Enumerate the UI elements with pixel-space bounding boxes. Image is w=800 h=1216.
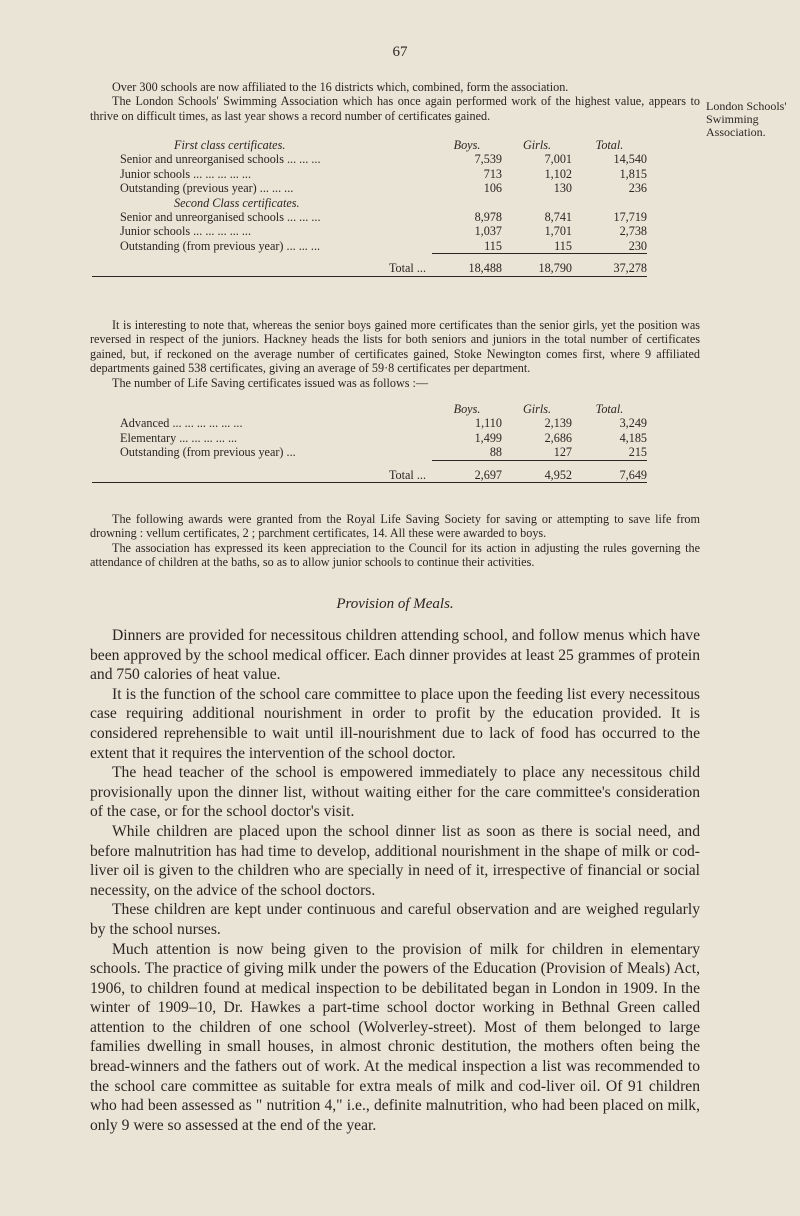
paragraph: Over 300 schools are now affiliated to the 16 districts which, combined, form the association. bbox=[112, 80, 569, 94]
total-label: Total ... bbox=[92, 259, 432, 276]
table-row: Senior and unreorganised schools ... ... ... 8,978 8,741 17,719 bbox=[120, 210, 647, 225]
table-row: Elementary ... ... ... ... ... 1,499 2,686 4,185 bbox=[120, 430, 647, 445]
swimming-intro bbox=[90, 80, 700, 123]
table-row: Advanced ... ... ... ... ... ... 1,110 2,139 3,249 bbox=[120, 416, 647, 431]
table-row: Outstanding (from previous year) ... 88 127 215 bbox=[120, 445, 647, 460]
meals-section bbox=[90, 626, 700, 1135]
paragraph: Dinners are provided for necessitous children attending school, and follow menus which have been approved by the school medical officer. Each dinner provides at least 25 grammes of protein and 750 calories of heat value. bbox=[90, 627, 700, 684]
col-total: Total. bbox=[595, 402, 624, 416]
certificates-commentary bbox=[90, 318, 700, 390]
table-row: Outstanding (from previous year) ... ... ... 115 115 230 bbox=[120, 238, 647, 254]
col-girls: Girls. bbox=[522, 138, 552, 152]
col-boys: Boys. bbox=[453, 138, 481, 152]
col-total: Total. bbox=[595, 138, 624, 152]
col-girls: Girls. bbox=[522, 402, 552, 416]
life-saving-table bbox=[92, 402, 647, 483]
table-row: Junior schools ... ... ... ... ... 1,037 1,701 2,738 bbox=[120, 224, 647, 239]
section-heading: Provision of Meals. bbox=[336, 596, 454, 612]
table-subheading-row bbox=[92, 196, 647, 210]
paragraph: The association has expressed its keen appreciation to the Council for its action in adjusting the rules governing the attendance of children at the baths, so as to allow junior schools to continue their activities. bbox=[90, 540, 700, 570]
second-class-heading: Second Class certificates. bbox=[174, 195, 300, 210]
paragraph: The head teacher of the school is empowered immediately to place any necessitous child provisionally upon the dinner list, without waiting either for the care committee's consideration of the case, or for the school doctor's visit. bbox=[90, 764, 700, 821]
paragraph: While children are placed upon the school dinner list as soon as there is social need, and before malnutrition has had time to develop, additional nourishment in the shape of milk or cod-liver oil is given to the children who are specially in need of it, irrespective of financial or social necessity, on the advice of the school doctors. bbox=[90, 822, 700, 899]
table-header-row bbox=[92, 138, 647, 152]
page-number: 67 bbox=[392, 44, 408, 60]
total-label: Total ... bbox=[92, 466, 432, 483]
paragraph: The following awards were granted from the Royal Life Saving Society for saving or attempting to save life from drowning : vellum certificates, 2 ; parchment certificates, 14. All these were awarded to boys. bbox=[90, 512, 700, 541]
paragraph: Much attention is now being given to the provision of milk for children in elementary schools. The practice of giving milk under the powers of the Education (Provision of Meals) Act, 1906, to children found at medical inspection to be debilitated began in London in 1909. In the winter of 1909–10, Dr. Hawkes a part-time school doctor working in Bethnal Green called attention to the children of one school (Wolverley-street). Most of them belonged to large families dwelling in small houses, in almost chronic destitution, the mothers often being the bread-winners and the fathers out of work. At the medical inspection a list was recommended to the school care committee as suitable for extra meals of milk and cod-liver oil. Of 91 children who had been assessed as " nutrition 4," i.e., definite malnutrition, who had been placed on milk, only 9 were so assessed at the end of the year. bbox=[90, 940, 700, 1134]
table-row: Senior and unreorganised schools ... ... ... 7,539 7,001 14,540 bbox=[120, 152, 647, 167]
awards-commentary bbox=[90, 512, 700, 570]
margin-sidenote: London Schools' Swimming Association. bbox=[706, 99, 787, 140]
table-total-row: Total ... 2,697 4,952 7,649 bbox=[92, 466, 647, 483]
paragraph: The London Schools' Swimming Association which has once again performed work of the highest value, appears to thrive on difficult times, as last year shows a record number of certificates gained. bbox=[90, 94, 700, 123]
meals-heading-wrap bbox=[90, 596, 700, 613]
paragraph: It is the function of the school care committee to place upon the feeding list every necessitous case requiring additional nourishment in order to profit by the education provided. It is considered reprehensible to wait until ill-nourishment due to lack of food has occurred to the extent that it requires the intervention of the school doctor. bbox=[90, 685, 700, 762]
paragraph: The number of Life Saving certificates issued was as follows :— bbox=[112, 375, 429, 390]
table-row: Outstanding (previous year) ... ... ... 106 130 236 bbox=[120, 181, 647, 196]
paragraph: These children are kept under continuous and careful observation and are weighed regularly by the school nurses. bbox=[90, 901, 700, 938]
first-class-heading: First class certificates. bbox=[174, 138, 286, 152]
table-total-row: Total ... 18,488 18,790 37,278 bbox=[92, 259, 647, 276]
paragraph: It is interesting to note that, whereas the senior boys gained more certificates than the senior girls, yet the position was reversed in respect of the juniors. Hackney heads the lists for both seniors and juniors in the total number of certificates gained, but, if reckoned on the average number of certificates gained, Stoke Newington comes first, where 9 affiliated departments gained 538 certificates, giving an average of 59·8 certificates per department. bbox=[90, 318, 700, 376]
table-header-row bbox=[92, 402, 647, 416]
table-row: Junior schools ... ... ... ... ... 713 1,102 1,815 bbox=[120, 166, 647, 181]
certificates-table bbox=[92, 138, 647, 277]
col-boys: Boys. bbox=[453, 402, 481, 416]
